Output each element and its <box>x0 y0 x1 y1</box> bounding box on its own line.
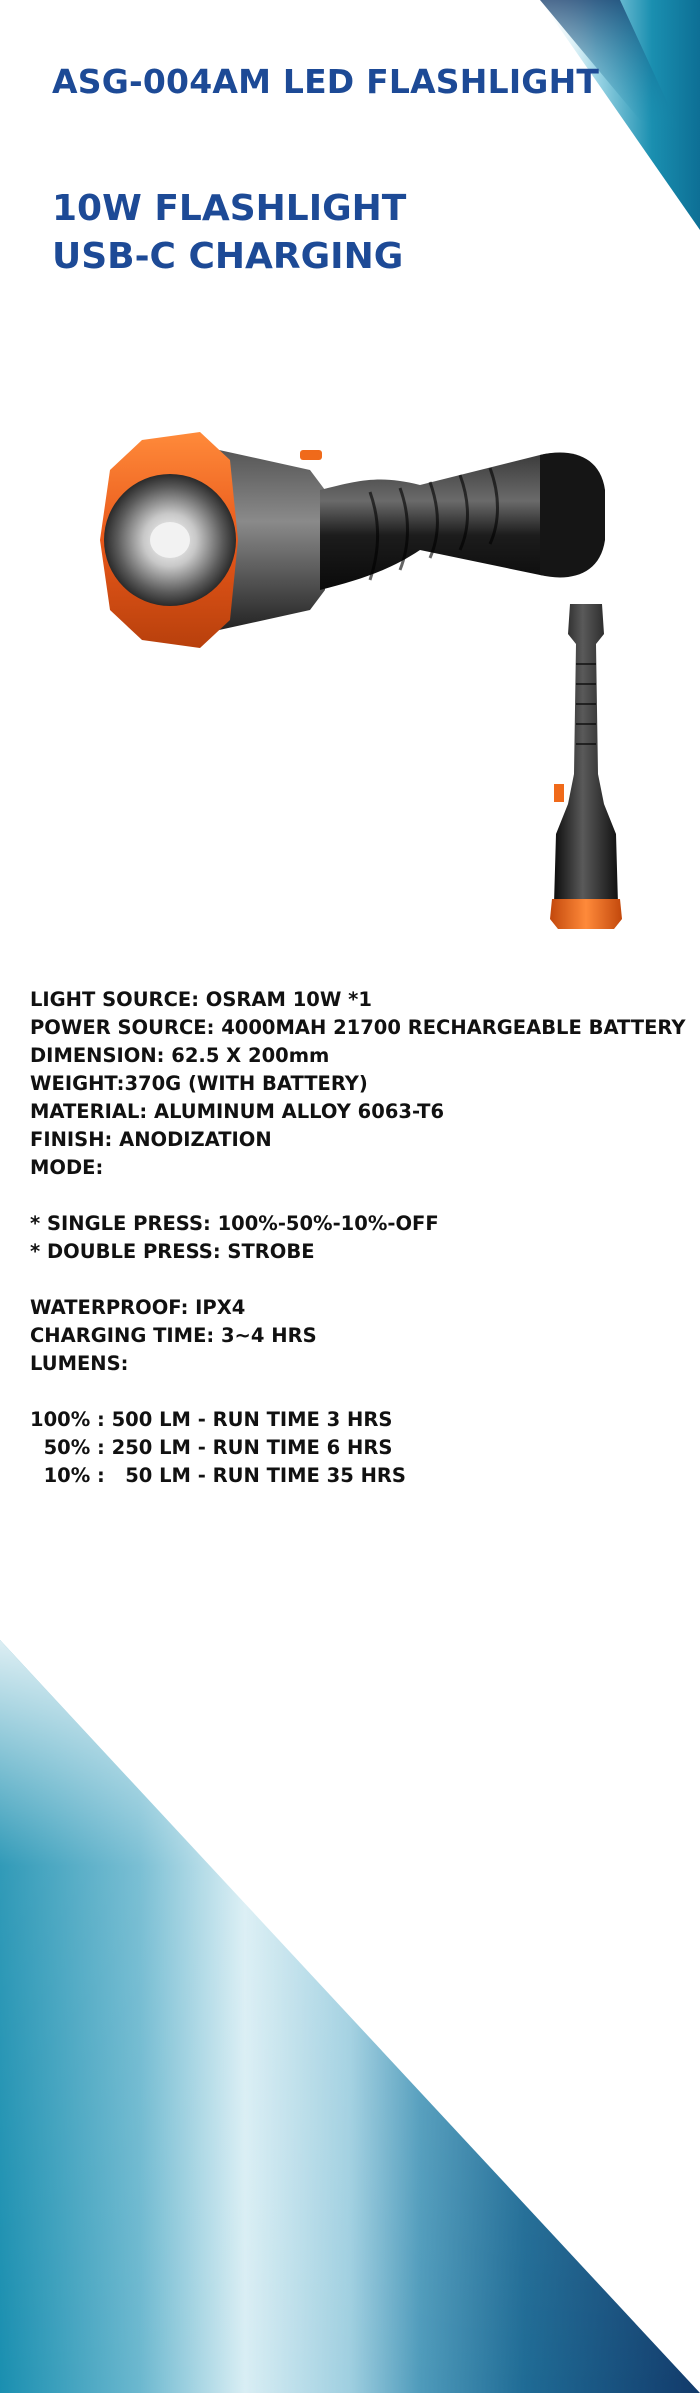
spec-spacer <box>30 1378 685 1406</box>
spec-spacer <box>30 1182 685 1210</box>
spec-power-source: POWER SOURCE: 4000MAH 21700 RECHARGEABLE BATTERY <box>30 1016 686 1039</box>
bottom-left-gradient-decoration <box>0 1640 700 2393</box>
spec-spacer <box>30 1266 685 1294</box>
spec-list <box>30 986 685 1490</box>
spec-charging-time: CHARGING TIME: 3~4 HRS <box>30 1324 317 1347</box>
spec-lumen-100: 100% : 500 LM - RUN TIME 3 HRS <box>30 1408 393 1431</box>
spec-light-source: LIGHT SOURCE: OSRAM 10W *1 <box>30 988 372 1011</box>
spec-lumens: LUMENS: <box>30 1352 129 1375</box>
spec-material: MATERIAL: ALUMINUM ALLOY 6063-T6 <box>30 1100 445 1123</box>
subtitle-line-2: USB-C CHARGING <box>52 236 404 277</box>
spec-double-press: * DOUBLE PRESS: STROBE <box>30 1240 315 1263</box>
spec-weight: WEIGHT:370G (WITH BATTERY) <box>30 1072 368 1095</box>
spec-lumen-50: 50% : 250 LM - RUN TIME 6 HRS <box>30 1436 393 1459</box>
spec-finish: FINISH: ANODIZATION <box>30 1128 272 1151</box>
spec-single-press: * SINGLE PRESS: 100%-50%-10%-OFF <box>30 1212 439 1235</box>
flashlight-vertical-view-image <box>546 594 626 934</box>
subtitle-line-1: 10W FLASHLIGHT <box>52 188 407 229</box>
spec-waterproof: WATERPROOF: IPX4 <box>30 1296 246 1319</box>
page-subtitle <box>52 185 406 281</box>
spec-lumen-10: 10% : 50 LM - RUN TIME 35 HRS <box>30 1464 406 1487</box>
spec-mode: MODE: <box>30 1156 104 1179</box>
page-title: ASG-004AM LED FLASHLIGHT <box>52 62 600 101</box>
spec-dimension: DIMENSION: 62.5 X 200mm <box>30 1044 330 1067</box>
flashlight-side-view-image <box>70 430 610 650</box>
